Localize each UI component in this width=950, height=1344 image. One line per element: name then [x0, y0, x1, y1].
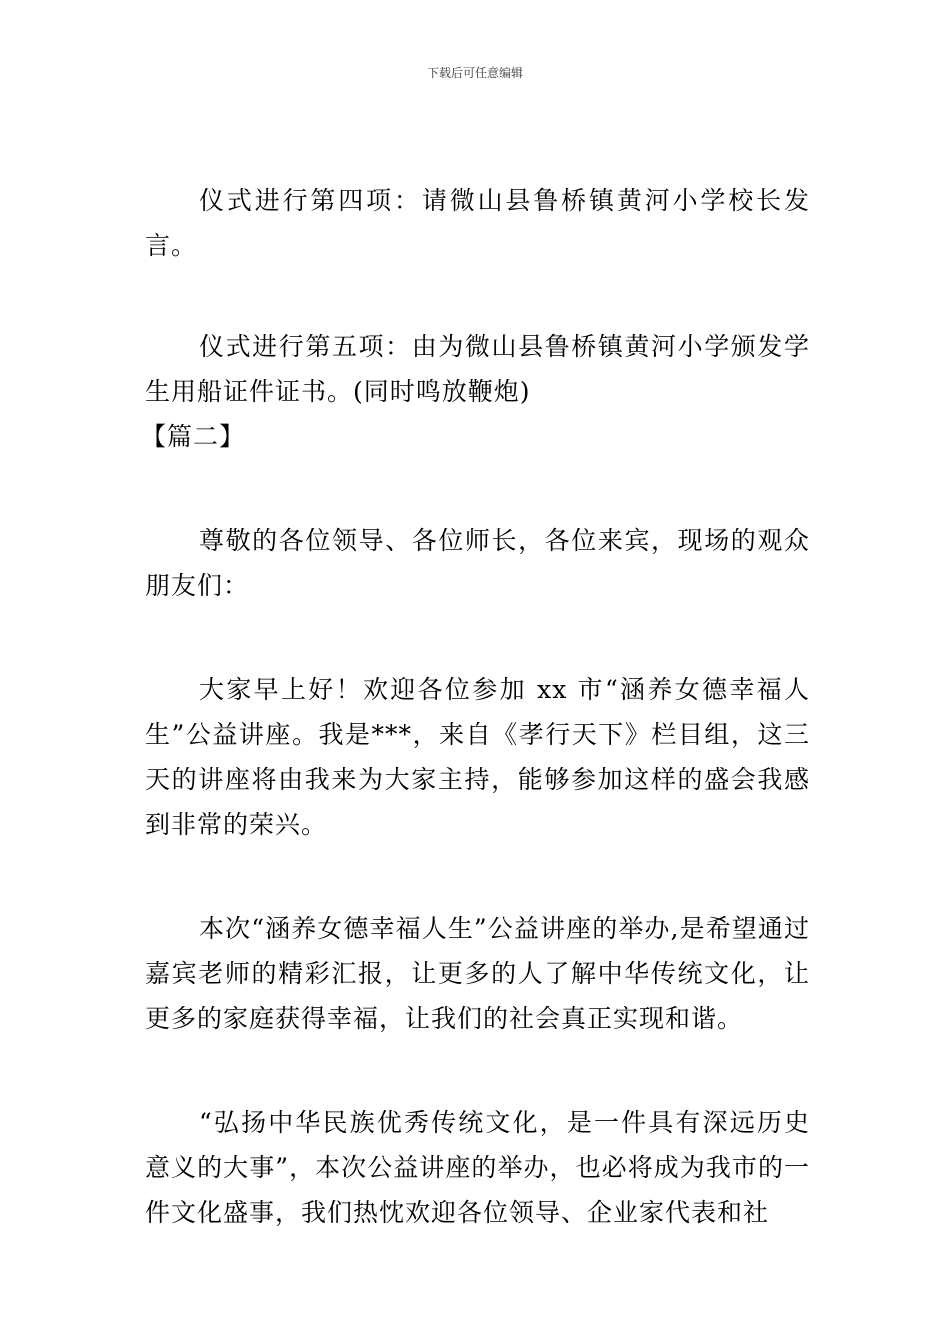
paragraph-ceremony-item-5: 仪式进行第五项：由为微山县鲁桥镇黄河小学颁发学生用船证件证书。(同时鸣放鞭炮): [145, 332, 810, 406]
document-body: [141, 178, 810, 1235]
paragraph-spacer: [145, 1041, 810, 1100]
page-header: 下载后可任意编辑: [426, 66, 523, 80]
section-title: 【篇二】: [141, 422, 246, 451]
paragraph-greeting: 尊敬的各位领导、各位师长，各位来宾，现场的观众朋友们：: [145, 526, 810, 600]
paragraph-spacer: [145, 847, 810, 906]
paragraph-culture: “弘扬中华民族优秀传统文化，是一件具有深远历史意义的大事”，本次公益讲座的举办，也必将成为我市的一件文化盛事，我们热忱欢迎各位领导、企业家代表和社: [145, 1108, 810, 1227]
paragraph-spacer: [145, 268, 810, 324]
paragraph-welcome: 大家早上好！欢迎各位参加 xx 市“涵养女德幸福人生”公益讲座。我是***，来自《孝行天下》栏目组，这三天的讲座将由我来为大家主持，能够参加这样的盛会我感到非常的荣兴。: [145, 675, 810, 839]
paragraph-ceremony-item-4: 仪式进行第四项：请微山县鲁桥镇黄河小学校长发言。: [145, 186, 810, 260]
paragraph-spacer: [145, 459, 810, 518]
paragraph-spacer: [145, 608, 810, 667]
paragraph-purpose: 本次“涵养女德幸福人生”公益讲座的举办,是希望通过嘉宾老师的精彩汇报，让更多的人了解中华传统文化，让更多的家庭获得幸福，让我们的社会真正实现和谐。: [145, 914, 810, 1033]
